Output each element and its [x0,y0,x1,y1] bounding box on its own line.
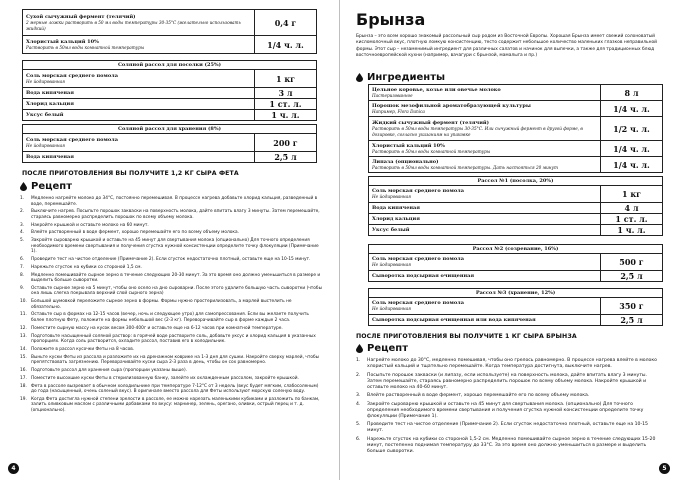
ingredient-note: Например, Flora Danica [372,108,425,114]
step-number: 15. [20,354,27,360]
ingredient-name: Сухой сычужный фермент (телячий) [26,13,136,20]
ingredient-name: Соль морская среднего помола [372,188,464,194]
step-number: 2. [20,209,25,215]
ingredient-name: Соль морская среднего помола [372,256,464,262]
recipe-step [20,347,322,353]
ingredient-qty: 3 л [255,88,317,99]
ingredient-name: Сыворотка подсырная очищенная [372,273,475,279]
step-number: 6. [20,256,25,262]
right-page [339,0,678,480]
step-number: 2. [356,372,361,378]
ingredient-name: Соль морская среднего помола [26,136,118,143]
recipe-step [20,355,322,366]
ingredient-qty: 8 л [601,85,663,101]
table-row [369,298,663,315]
step-text: Нарежьте сгусток на кубики со стороной 1,5 см. [31,264,142,270]
ingredient-note: Растворить в 50мл воды комнатной температуры [372,148,491,154]
ingredient-qty: 1 ст. л. [601,214,663,225]
ingredient-name: Хлористый кальций 10% [372,142,445,149]
step-text: Большой шумовкой переложите сырное зерно в формы. Формы нужно простерилизовать, а марлей выстелить не обязательно. [31,299,292,310]
ingredient-note: Пастеризованное [372,92,413,98]
step-number: 4. [20,230,25,236]
ingredient-name: Уксус белый [26,112,64,118]
table-row [369,117,663,141]
recipe-step [20,299,322,310]
table-row [23,70,317,88]
ingredient-name: Вода кипяченая [372,205,420,211]
intro-paragraph: Брынза – это всем хорошо знакомый рассольный сыр родом из Восточной Европы. Хорошая Брынза имеет свежий солоноватый кисломолочный вкус, плотную ломкую консистенцию, тесто содержит небольшое количество маленьких глазков неправильной формы. Этот сыр – незаменимый ингредиент для различных салатов и начинок для выпечки, а также для традиционных блюд восточноевропейской кухни (например, вачагури с брынзой, мамалыга и пр.) [356,34,657,58]
recipe-heading [356,343,408,354]
ingredient-name: Уксус белый [372,227,410,233]
ingredient-name: Сыворотка подсырная очищенная или вода кипяченая [372,317,536,323]
step-number: 5. [356,422,361,428]
table-row [369,141,663,157]
step-number: 1. [20,196,25,201]
step-text: Закройте сыроварню крышкой и оставьте на 45 минут для свертывания молока. (опционально) Для точного определения необходимого времени свертывания и получения сгустка нужной консистенции определите точку флокуляции (Примечание 1). [367,401,644,419]
ingredients-table [368,84,663,173]
table-row [369,85,663,101]
recipe-step [20,326,322,332]
ingredient-qty: 1 ст. л. [255,99,317,110]
recipe-step [20,334,322,345]
step-text: Проведите тест на чистое отделение (Примечание 2). Если сгусток недостаточно плотный, оставьте еще на 10-15 минут. [31,256,311,262]
ingredient-name: Хлорид кальция [26,101,74,107]
table-row [369,271,663,282]
step-text: Медленно помешивайте сырное зерно в течение следующих 20-30 минут. За это время оно должно уменьшиться в размере и выделить больше сыворотки. [31,272,321,284]
ingredient-note: Растворить в 50мл воды температуры 30-35°С. Или сычужный фермент в другой форме, в дозировке, согласно указаниям на упаковке [372,125,583,137]
ingredient-qty: 2,5 л [601,315,663,326]
table-row [369,186,663,203]
table-row [369,203,663,214]
recipe-step [20,265,322,271]
recipe-step [20,286,322,297]
table-row [23,134,317,152]
step-number: 19. [20,396,27,402]
section-heading: Рассол №1 (посолка, 20%) [369,177,663,186]
table-row [369,225,663,236]
recipe-step [356,358,662,370]
table-row [23,110,317,121]
section-heading: Рассол №3 (хранение, 12%) [369,289,663,298]
ingredient-qty: 1 кг [255,70,317,88]
recipe-step [20,312,322,323]
ingredient-qty: 2,5 л [255,152,317,163]
table-row [369,254,663,271]
step-text: Выключите нагрев. Посыпьте порошок закваски на поверхность молока, дайте впитать влагу 3 минуты. Затем перемешайте, стараясь равномерно распределить порошок по всему объему молока. [31,209,320,220]
recipe-title: Рецепт [31,181,73,192]
page-number: 4 [8,463,19,474]
ingredient-qty: 200 г [255,134,317,152]
step-number: 11. [20,312,27,318]
drop-icon [356,344,363,353]
ingredient-name: Хлорид кальция [372,216,420,222]
page-number: 5 [659,463,670,474]
brine-salting-table [22,60,317,121]
ingredient-note: Растворить в 50мл воды комнатной температуры. Дать настояться 20 минут [372,164,558,170]
step-text: Нарежьте сгусток на кубики со стороной 1,5-2 см. Медленно помешивайте сырное зерно в течение следующих 15-20 минут, постепенно поднимая температуру до 33°С. За это время оно должно уменьшиться в размере и выделить больше сыворотки. [367,436,656,454]
section-heading: Соляной рассол для посолки (25%) [23,61,317,70]
ingredient-qty: 1/4 ч. л. [601,157,663,173]
step-number: 7. [20,264,25,270]
recipe-step [20,209,322,220]
recipe-step [356,393,662,399]
ingredient-qty: 500 г [601,254,663,271]
ingredients-heading [356,72,445,83]
step-number: 4. [356,401,361,407]
step-text: Поместите сырную массу на кусок весом 300-400г и оставьте еще на 6-12 часов при комнатной температуре. [31,325,283,331]
step-text: Закройте сыроварню крышкой и оставьте на 45 минут для свертывания молока (опционально) Для точного определения необходимого времени свертывания и получения сгустка нужной консистенции определите точку флокуляции (Примечание 1). [31,238,319,255]
ingredients-table-continued [22,9,317,54]
ingredient-note: Не йодированная [372,262,411,267]
ingredient-name: Липаза (опционально) [372,158,439,165]
step-number: 5. [20,238,25,244]
recipe-step [20,238,322,255]
step-number: 17. [20,375,27,381]
ingredient-note: Не йодированная [26,142,65,148]
table-row [23,99,317,110]
ingredient-name: Жидкий сычужный фермент (телячий) [372,119,489,126]
step-text: Накройте крышкой и оставьте молоко на 60 минут. [31,222,149,228]
ingredient-note: Не йодированная [26,78,65,84]
step-text: Медленно нагрейте молоко до 34°С, постоянно перемешивая. В процессе нагрева добавьте хлорид кальция, разведенный в воде, перемешайте. [31,196,318,207]
table-row [369,101,663,117]
step-text: Проведите тест на чистое отделение (Примечание 2). Если сгусток недостаточно плотный, оставьте еще на 10-15 минут. [367,422,648,434]
step-number: 13. [20,333,27,339]
step-text: Оставьте сырное зерно на 5 минут, чтобы оно осело на дно сыроварни. После этого удалите большую часть сыворотки (чтобы она лишь слегка покрывала верхний слой сырного зерна) [31,285,322,297]
ingredient-qty: 0,4 г [255,10,317,36]
ingredient-qty: 1 ч. л. [255,110,317,121]
recipe-step [20,257,322,263]
recipe-step [20,230,322,236]
recipe-step [20,384,322,395]
step-number: 6. [356,436,361,442]
recipe-step [20,397,322,414]
table-row [369,157,663,173]
ingredient-qty: 1/2 ч. л. [601,117,663,141]
table-row [23,152,317,163]
recipe-step [20,196,322,207]
ingredient-qty: 2,5 л [601,271,663,282]
table-row [23,88,317,99]
table-row [23,10,317,36]
brine-2-table [368,244,663,282]
ingredient-qty: 1 кг [601,186,663,203]
drop-icon [20,182,27,191]
ingredient-qty: 350 г [601,298,663,315]
step-number: 14. [20,346,27,352]
ingredient-name: Хлористый кальций 10% [26,38,99,45]
recipe-title: Рецепт [367,343,409,354]
recipe-step [356,422,662,434]
step-text: Оставьте сыр в формах на 12-15 часов (вечер, ночь и следующее утро) для самопрессования. Если вы желаете получить более плотную Фету, положите на формы небольшой вес (2-3 кг). Переворачивайте сыр в форме каждые 2 часа. [31,312,309,323]
ingredient-qty: 1/4 ч. л. [601,101,663,117]
page-title: Брынза [356,10,426,29]
ingredient-note: Не йодированная [372,194,411,199]
recipe-step [20,273,322,284]
ingredient-name: Цельное коровье, козье или овечье молоко [372,86,501,93]
step-number: 18. [20,383,27,389]
ingredient-qty: 4 л [601,203,663,214]
table-row [369,214,663,225]
ingredient-qty: 1 ч. л. [601,225,663,236]
brine-storage-table [22,124,317,163]
ingredient-name: Вода кипяченая [26,154,74,160]
recipe-heading [20,181,72,192]
step-text: Поместите высохшие куски Феты в стерилизованную банку, залейте их охлажденным рассолом, закройте крышкой. [31,375,299,381]
ingredient-note: Не йодированная [372,306,411,311]
table-row [369,315,663,326]
ingredient-note: Растворить в 50мл воды комнатной температуры [26,44,145,50]
ingredient-name: Соль морская среднего помола [26,72,118,79]
recipe-steps [356,358,662,458]
drop-icon [356,73,363,82]
ingredient-name: Вода кипяченая [26,90,74,96]
recipe-step [356,373,662,391]
recipe-steps [20,196,322,416]
step-text: Когда Фета достигла нужной степени зрелости в рассоле, ее можно нарезать маленькими кубиками и разложить по банкам, залить оливковым маслом с различными добавками по вкусу: марнинер, зелень, орегано, оливки, острый перец и т. д. (опционально). [31,396,320,413]
recipe-step [356,402,662,420]
step-number: 9. [20,285,25,291]
recipe-step [20,368,322,374]
recipe-step [20,223,322,229]
ingredient-qty: 1/4 ч. л. [601,141,663,157]
recipe-step [20,376,322,382]
step-number: 1. [356,358,361,363]
ingredient-name: Порошок мезофильной ароматобразующей культуры [372,102,531,109]
step-text: Влейте растворенный в воде фермент, хорошо перемешайте его по всему объему молока. [367,393,590,399]
step-text: Фета в рассоле вызревает в обычном холодильнике при температуре 7-12°С от 3 недель (вкус будет мягким, слабосоленым) до года (насыщенный, очень соленый вкус). В оригинале вместо рассола для Феты используют морскую соленую воду. [31,383,319,395]
step-text: Положите в рассол кусочки Феты на 8 часов. [31,346,135,352]
step-number: 8. [20,272,25,278]
step-text: Выньте куски Феты из рассола и разложите их на дренажном коврике на 1-3 дня для сушки. Накройте сверху марлей, чтобы препятствовать загрязнению. Переворачивайте куски сыра 2-3 раза в день, чтобы он сох равномерно. [31,354,320,366]
step-number: 3. [356,393,361,399]
brine-1-table [368,176,663,236]
recipe-step [356,437,662,455]
section-heading: Рассол №2 (созревание, 16%) [369,245,663,254]
step-text: Посыпьте порошок закваски (и липазу, если используете) на поверхность молока, дайте впитать влагу 3 минуты. Затем перемешайте, стараясь равномерно распределить порошок по всему объему молока. Накройте крышкой и оставьте молоко на 40-60 минут. [367,372,648,390]
ingredient-note: 2 мерные ложки растворить в 50 мл воды температуры 30-35°С (желательно использовать жидкий) [26,19,241,31]
step-number: 16. [20,367,27,373]
section-heading: Соляной рассол для хранения (8%) [23,125,317,134]
step-number: 10. [20,299,27,305]
result-heading: ПОСЛЕ ПРИГОТОВЛЕНИЯ ВЫ ПОЛУЧИТЕ 1 КГ СЫРА БРЫНЗА [356,333,577,340]
step-text: Нагрейте молоко до 30°С, медленно помешивая, чтобы оно грелось равномерно. В процессе нагрева влейте в молоко хлористый кальций и тщательно перемешайте. Когда температура достигнута, выключите нагрев. [367,358,657,369]
ingredient-name: Соль морская среднего помола [372,300,464,306]
ingredient-qty: 1/4 ч. л. [255,36,317,54]
step-text: Подготовьте насыщенный соляной раствор: в горячей воде растворите соль, добавьте уксус и хлорид кальция в указанных пропорциях. Когда соль растворится, охладите рассол, поставив его в холодильник. [31,333,316,345]
table-row [23,36,317,54]
step-text: Подготовьте рассол для хранения сыра (пропорции указаны выше). [31,367,187,373]
result-heading: ПОСЛЕ ПРИГОТОВЛЕНИЯ ВЫ ПОЛУЧИТЕ 1,2 КГ СЫРА ФЕТА [22,170,239,177]
ingredients-title: Ингредиенты [367,72,446,83]
step-number: 3. [20,222,25,228]
brine-3-table [368,288,663,326]
step-text: Влейте растворенный в воде фермент, хорошо перемешайте его по всему объему молока. [31,230,239,236]
step-number: 12. [20,325,27,331]
